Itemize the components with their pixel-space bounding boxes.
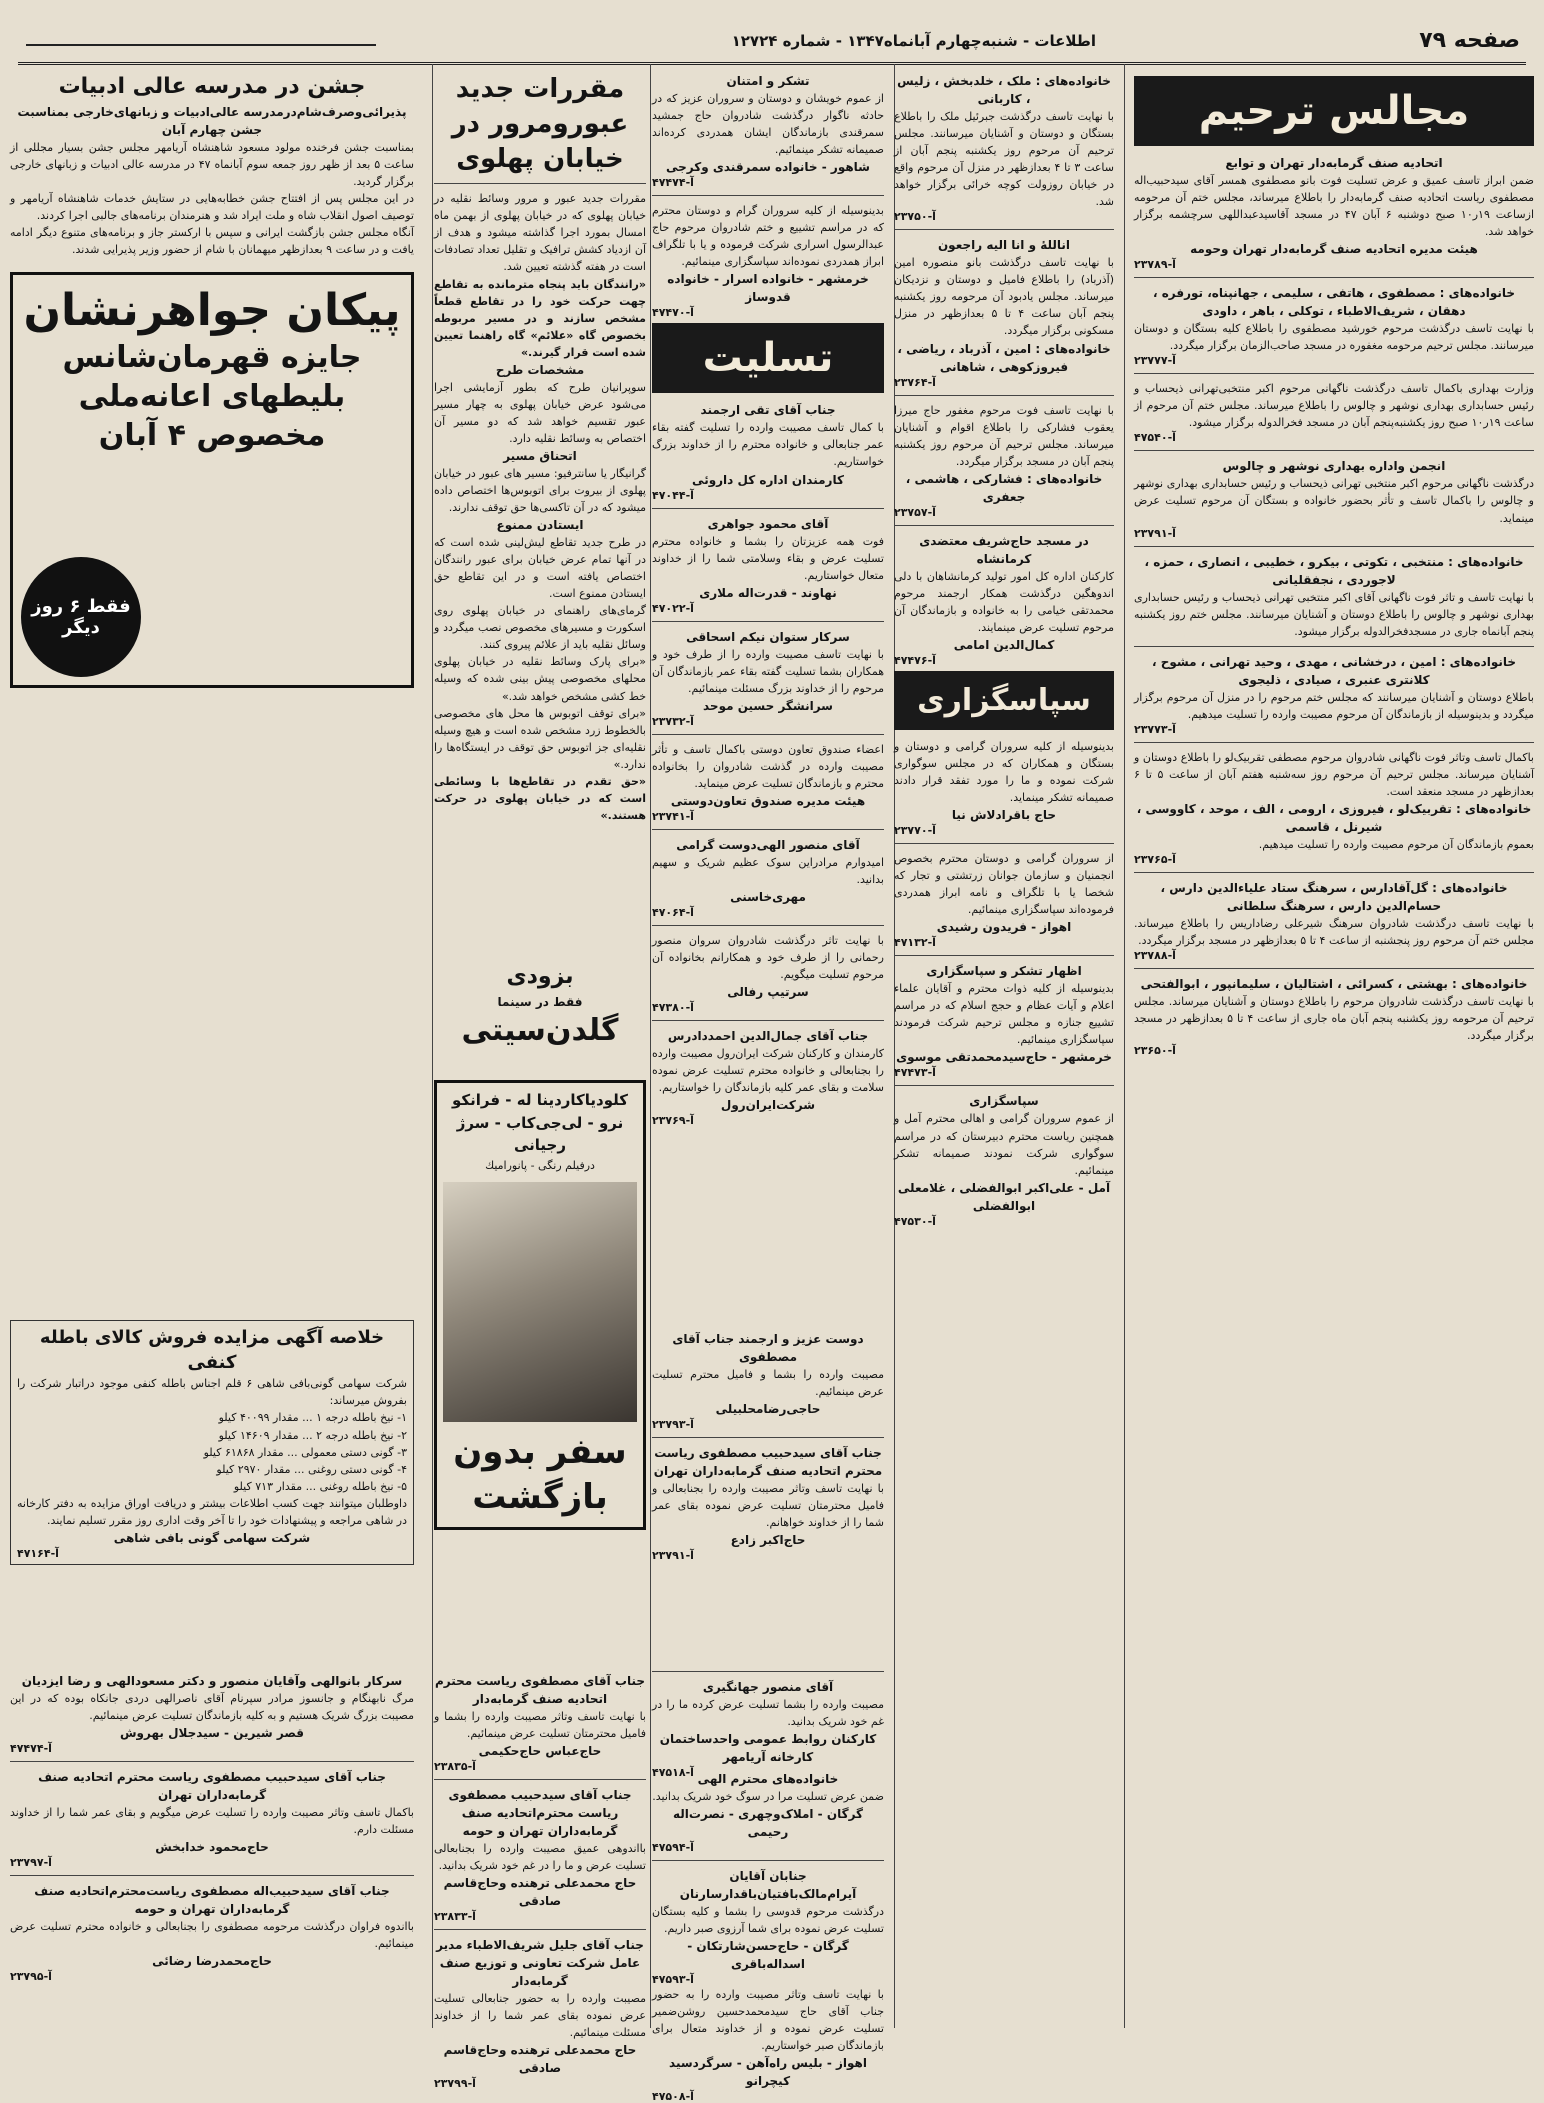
separator bbox=[1134, 968, 1534, 969]
notice-code: آ-۲۳۷۹۱ bbox=[652, 1549, 694, 1563]
separator bbox=[652, 195, 884, 196]
notice-title: جناب آقای سیدحبیب مصطفوی ریاست محترم اتحادیه صنف گرمابه‌داران تهران bbox=[38, 1770, 386, 1803]
notice-text: مصیبت وارده را بشما و فامیل محترم تسلیت عرض مینمائیم. bbox=[652, 1368, 884, 1399]
notice-text: با نهایت تاسف درگذشت شادروان سرهنگ شیرعلی رضاداریس را باطلاع میرساند. مجلس ختم آن مرحوم روز پنجشنبه از ساعت ۴ تا ۵ بعدازظهر در مسجد برگزار میگردد. bbox=[1134, 916, 1534, 948]
notice-title: آقای منصور جهانگیری bbox=[702, 1680, 834, 1694]
column-3-lower bbox=[652, 1330, 884, 1660]
notice-code: آ-۲۳۷۹۹ bbox=[434, 2077, 476, 2091]
notice-title: اظهار تشکر و سپاسگزاری bbox=[926, 964, 1082, 979]
film-still-image bbox=[443, 1182, 637, 1422]
column-3 bbox=[652, 72, 884, 1322]
notice-sign: حاج باقرادلاش نیا bbox=[951, 808, 1057, 823]
notice-code: آ-۴۷۴۷۴ bbox=[652, 176, 694, 190]
notice-text: با نهایت تاسف و تاثر فوت ناگهانی آقای اکبر منتخبی تهرانی ذیحساب و رئیس حسابداری بهداری نوشهر و چالوس را باطلاع دوستان و آشنایان میرسانند. مجلس ختم روز یکشنبه پنجم آبانماه جاری در مسجدفخرالدوله برگزار میشود. bbox=[1134, 590, 1534, 638]
notice-code: آ-۲۳۷۹۵ bbox=[10, 1970, 52, 1984]
separator bbox=[434, 183, 646, 184]
news-paragraph: گرمای‌های راهنمای در خیابان پهلوی روی اسکورت و مسیرهای مخصوص نصب میگردد و وسائل نقلیه باید از علائم پیروی کنند. bbox=[434, 604, 646, 652]
article-title: جشن در مدرسه عالی ادبیات bbox=[58, 74, 366, 99]
notice-text: درگذشت ناگهانی مرحوم اکبر منتخبی تهرانی ذیحساب و رئیس حسابداری بهداری نوشهر و چالوس را باکمال تاسف و تأثر بحضور خانواده و بستگان آن مرحوم تسلیت عرض مینماید. bbox=[1134, 477, 1534, 525]
notice-sign: کارکنان روابط عمومی واحدساختمان کارخانه آریامهر bbox=[659, 1732, 877, 1765]
notice-title: سرکار ستوان نیکم اسحاقی bbox=[686, 629, 850, 644]
notice-title: جناب آقای سیدحبیب‌اله مصطفوی ریاست‌محترم‌اتحادیه صنف گرمابه‌داران تهران و حومه bbox=[34, 1884, 390, 1917]
notice-text: با نهایت تاسف درگذشت مرحوم خورشید مصطفوی را باطلاع کلیه بستگان و دوستان میرسانند. مجلس ترحیم مرحومه مغفوره در مسجد صاحب‌الزمان برگزار میگردد. bbox=[1134, 322, 1534, 353]
notice-code: آ-۴۷۰۲۲ bbox=[652, 601, 694, 615]
page-number: صفحه ۷۹ bbox=[1419, 28, 1520, 53]
news-subheading: مشخصات طرح bbox=[495, 362, 585, 377]
auction-text: داوطلبان میتوانند جهت کسب اطلاعات بیشتر و دریافت اوراق مزایده به دفتر کارخانه در شاهی مراجعه و پیشنهادات خود را تا آخر وقت اداری روز مقرر تسلیم نمایند. bbox=[17, 1496, 407, 1527]
separator bbox=[10, 1761, 414, 1762]
auction-item: ۳- گونی دستی معمولی ... مقدار ۶۱۸۶۸ کیلو bbox=[203, 1445, 407, 1459]
notice-code: آ-۲۳۷۴۱ bbox=[652, 809, 694, 823]
notice-text: با نهایت تاسف درگذشت شادروان مرحوم را باطلاع دوستان و آشنایان میرساند. مجلس ترحیم آن مرحومه روز یکشنبه پنجم آبان ماه جاری از ساعت ۴ تا ۵ بعدازظهر در مسجد برگزار میگردد. bbox=[1134, 995, 1534, 1043]
separator bbox=[434, 1779, 646, 1780]
notice-title: جناب آقای سیدحبیب مصطفوی ریاست محترم اتحادیه صنف گرمابه‌داران تهران bbox=[653, 1446, 883, 1479]
bottom-col-e bbox=[652, 1770, 884, 2103]
separator bbox=[652, 734, 884, 735]
cinema-only: فقط در سینما bbox=[497, 995, 583, 1009]
auction-title: خلاصه آگهی مزایده فروش کالای باطله کنفی bbox=[39, 1327, 385, 1374]
news-paragraph: «برای توقف اتوبوس ها محل های مخصوصی بالخطوط زرد مشخص شده است و هیچ وسیله نقلیه‌ای جز اتوبوس حق توقف در ایستگاه‌ها را ندارد.» bbox=[434, 706, 646, 771]
notice-title: جناب آقای مصطفوی ریاست محترم اتحادیه صنف گرمابه‌دار bbox=[434, 1674, 646, 1706]
separator bbox=[894, 955, 1114, 956]
notice-code: آ-۲۳۷۶۵ bbox=[1134, 852, 1176, 866]
notice-text: بااندوه فراوان درگذشت مرحومه مصطفوی را بجنابعالی و خانواده محترم تسلیت عرض مینمائیم. bbox=[10, 1920, 414, 1951]
separator bbox=[894, 395, 1114, 396]
notice-title: خانواده‌های : امین ، درخشانی ، مهدی ، وحید تهرانی ، مشوح ، کلانتری عنبری ، صیادی ، ذلیجوی bbox=[1151, 654, 1517, 687]
notice-code: آ-۲۳۸۳۵ bbox=[434, 1760, 476, 1774]
notice-title: خانواده‌های : گل‌آقادارس ، سرهنگ ستاد علیاء‌الدین دارس ، حسام‌الدین دارس ، سرهنگ سلطانی bbox=[1160, 880, 1508, 913]
notice-sign: اهواز - بلیس راه‌آهن - سرگردسید کیچرانو bbox=[669, 2056, 867, 2089]
notice-code: آ-۲۳۷۶۹ bbox=[652, 1114, 694, 1128]
film-cast: کلودیاکاردینا له - فرانکو نرو - لی‌جی‌کاب - سرژ رجیانی bbox=[452, 1091, 628, 1154]
auction-notice bbox=[10, 1320, 414, 1665]
notice-code: آ-۲۳۷۹۳ bbox=[652, 1418, 694, 1432]
article-subtitle: پذیرائی‌وصرف‌شام‌درمدرسه عالی‌ادبیات و زبانهای‌خارجی بمناسبت جشن چهارم آبان bbox=[17, 104, 407, 137]
notice-code: آ-۴۷۰۴۴ bbox=[652, 488, 694, 502]
notice-code: آ-۴۷۴۷۳ bbox=[894, 1066, 936, 1080]
notice-sign: حاجی‌رضامحلبیلی bbox=[715, 1402, 821, 1417]
notice-code: آ-۴۷۵۹۳ bbox=[652, 1973, 694, 1987]
article-paragraph: آنگاه مجلس جشن بازگشت ایرانی و سپس با ارکستر جاز و برنامه‌های متنوع دیگر ادامه یافت و در ساعت ۹ بعدازظهر میهمانان با شام از حضور وزیر پذیرایی شدند. bbox=[10, 226, 414, 257]
notice-title: خانواده‌های : منتخبی ، تکوتی ، بیکرو ، خطیبی ، انصاری ، حمزه ، لاجوردی ، نجفقلیانی bbox=[1144, 554, 1524, 587]
notice-text: بدینوسیله از کلیه سروران گرام و دوستان محترم که در مراسم تشییع و ختم شادروان مرحوم حاج عبدالرسول اسراری شرکت فرموده و یا با تلگراف ابراز همدردی نموده‌اند سپاسگزاری مینمائیم. bbox=[652, 204, 884, 269]
notice-sign: خانواده‌های : فشارکی ، هاشمی ، جعفری bbox=[905, 471, 1103, 504]
notice-text: باکمال تاسف وتاثر مصیبت وارده را تسلیت عرض میگویم و بقای عمر شما را از خداوند مسئلت دارم. bbox=[10, 1806, 414, 1837]
notice-text: بعموم بازماندگان آن مرحوم مصیبت وارده را تسلیت میدهیم. bbox=[1258, 837, 1534, 851]
notice-text: کارکنان اداره کل امور تولید کرمانشاهان با دلی اندوهگین درگذشت همکار ارجمند مرحوم محمدتقی خیامی را به خانواده و بازماندگان آن مرحوم تسلیت عرض مینمایند. bbox=[894, 569, 1114, 634]
separator bbox=[894, 525, 1114, 526]
notice-sign: گرگان - حاج‌حسن‌شارتکان - اسداله‌باقری bbox=[687, 1939, 849, 1972]
notice-title: جناب آقای سیدحبیب مصطفوی ریاست محترم‌اتحادیه صنف گرمابه‌داران تهران و حومه bbox=[448, 1788, 632, 1839]
notice-code: آ-۲۳۷۵۷ bbox=[894, 505, 936, 519]
column-divider bbox=[650, 64, 651, 2028]
article-paragraph: در این مجلس پس از افتتاح جشن خطابه‌هایی در ستایش خدمات شاهنشاه آریامهر و توصیف اصول انقلاب شاه و ملت ایراد شد و هنرمندان برنامه‌های جالبی اجرا کردند. bbox=[10, 191, 414, 222]
notice-title: اتحادیه صنف گرمابه‌دار تهران و توابع bbox=[1225, 156, 1443, 170]
column-left bbox=[10, 72, 414, 1322]
notice-code: آ-۴۷۵۴۰ bbox=[1134, 431, 1176, 445]
notice-code: آ-۴۷۵۹۴ bbox=[652, 1841, 694, 1855]
notice-code: آ-۴۷۴۷۴ bbox=[10, 1742, 52, 1756]
notice-sign: قصر شیرین - سیدجلال بهروش bbox=[119, 1726, 305, 1741]
notice-text: با نهایت تاسف فوت مرحوم مغفور حاج میرزا یعقوب فشارکی را باطلاع اقوام و آشنایان میرساند. مجلس ترحیم آن مرحوم روز یکشنبه پنجم آبان در مسجد برگزار میگردد. bbox=[894, 403, 1114, 468]
separator bbox=[894, 1085, 1114, 1086]
notice-text: ضمن ابراز تاسف عمیق و عرض تسلیت فوت بانو مصطفوی همسر آقای سیدحبیب‌اله مصطفوی ریاست اتحادیه صنف گرمابه‌دار را باطلاع میرساند، مجلس ختم آن مرحومه ازساعت ۱۹ر۱۰ صبح دوشنبه ۶ آبان ۴۷ در مسجد آقاسیدعبداللهی سرچشمه برگزار خواهد شد. bbox=[1134, 174, 1534, 239]
notice-text: بااندوهی عمیق مصیبت وارده را بجنابعالی تسلیت عرض و ما را در غم خود شریک بدانید. bbox=[434, 1842, 646, 1873]
notice-sign: کارمندان اداره کل داروئی bbox=[692, 472, 844, 487]
notice-sign: سرتیپ رفالی bbox=[727, 985, 809, 1000]
news-subheading: ایستادن ممنوع bbox=[496, 518, 584, 533]
notice-text: درگذشت مرحوم قدوسی را بشما و کلیه بستگان تسلیت عرض نموده برای شما آرزوی صبر داریم. bbox=[652, 1905, 884, 1936]
bottom-col-c bbox=[10, 1672, 414, 2022]
notice-text: کارمندان و کارکنان شرکت ایران‌رول مصیبت وارده را بجنابعالی و خانواده محترم تسلیت عرض نموده سلامت و بقای عمر کلیه بازماندگان را خواستاریم. bbox=[652, 1047, 884, 1095]
notice-code: آ-۴۷۳۸۰ bbox=[652, 1001, 694, 1015]
notice-title: خانواده‌های : بهشتی ، کسرائی ، اشتالیان ، سلیمانپور ، ابوالفتحی bbox=[1140, 977, 1528, 992]
notice-code: آ-۲۳۷۷۷ bbox=[1134, 354, 1176, 368]
film-ad bbox=[434, 1080, 646, 1670]
auction-item: ۱- نیخ باطله درجه ۱ ... مقدار ۴۰۰۹۹ کیلو bbox=[218, 1411, 407, 1425]
publication-line: اطلاعات - شنبه‌چهارم آبانماه۱۳۴۷ - شماره ۱۲۷۲۴ bbox=[731, 32, 1096, 50]
ad-title: پیکان جواهرنشان bbox=[23, 285, 401, 337]
notice-text: وزارت بهداری باکمال تاسف درگذشت ناگهانی مرحوم اکبر منتخبی‌تهرانی ذیحساب و رئیس حسابداری بهداری نوشهر و چالوس را باطلاع میرساند. مجلس ختم آن مرحوم از ساعت ۱۹ر۱۰ صبح روز یکشنبه‌پنجم آبان در مسجد فخرالدوله برگزار میشود. bbox=[1134, 382, 1534, 430]
separator bbox=[1134, 277, 1534, 278]
notice-text: ضمن عرض تسلیت مرا در سوگ خود شریک بدانید. bbox=[652, 1790, 884, 1803]
notice-sign: خرمشهر - خانواده اسرار - خانواده قدوساز bbox=[667, 272, 869, 305]
notice-sign: شاهور - خانواده سمرقندی وکرجی bbox=[666, 160, 870, 175]
film-ad-frame bbox=[434, 1080, 646, 1530]
notice-text: با نهایت تاثر درگذشت شادروان سروان منصور رحمانی را از طرف خود و همکارانم بخانواده آن مرحوم تسلیت میگویم. bbox=[652, 934, 884, 982]
separator bbox=[1134, 742, 1534, 743]
news-headline: مقررات جدید عبورومرور در خیابان پهلوی bbox=[451, 74, 629, 175]
notice-code: آ-۴۷۴۷۰ bbox=[652, 306, 694, 320]
news-subheading: اتحناق مسیر bbox=[503, 448, 577, 463]
notice-sign: کمال‌الدین امامی bbox=[953, 637, 1055, 652]
ad-line: مخصوص ۴ آبان bbox=[98, 417, 326, 453]
notice-code: آ-۲۳۸۳۳ bbox=[434, 1910, 476, 1924]
notice-text: از سروران گرامی و دوستان محترم بخصوص انجمنیان و سازمان جوانان زرتشتی و تجار که شخصا یا با تلگراف و نامه ابراز همدردی فرموده‌اند سپاسگزاری مینمائیم. bbox=[894, 852, 1114, 917]
notice-text: باکمال تاسف وتاثر فوت ناگهانی شادروان مرحوم مصطفی تقربیک‌لو را باطلاع دوستان و آشنایان میرساند. مجلس ترحیم آن مرحوم روز سه‌شنبه هفتم آبان از ساعت ۵ تا ۶ بعدازظهر در مسجد منعقد است. bbox=[1134, 750, 1535, 798]
notice-title: خانواده‌های : ملک ، خلدبخش ، زلیس ، کاربانی bbox=[897, 74, 1111, 106]
notice-sign: حاج‌اکبر زادع bbox=[730, 1533, 806, 1548]
notice-sign: آمل - علی‌اکبر ابوالفضلی ، غلامعلی ابوالفضلی bbox=[897, 1180, 1111, 1213]
notice-code: آ-۴۷۵۱۸ bbox=[652, 1766, 694, 1780]
notice-title: خانواده‌های : تقربیک‌لو ، فیروزی ، ارومی ، الف ، موحد ، کاووسی ، شیرنل ، قاسمی bbox=[1136, 801, 1532, 834]
notice-sign: سرانشگر حسین موحد bbox=[703, 698, 833, 713]
notice-title: جنابان آقایان آیرام‌مالک‌بافتیان‌باقدار‌سارنان bbox=[679, 1869, 857, 1902]
separator bbox=[652, 1671, 884, 1672]
notice-sign: مهری‌خاسنی bbox=[730, 890, 806, 905]
notice-code: آ-۴۷۵۳۰ bbox=[894, 1214, 936, 1228]
news-paragraph: «رانندگان باید پنجاه مترمانده به تقاطع چهت حرکت خود را در تقاطع قطعاً مشخص سازند و در مسیر مربوطه بخصوص گاه «علائم» گاه راهنما تعیین شده است قرار گیرند.» bbox=[434, 277, 646, 359]
notice-code: آ-۴۷۱۳۲ bbox=[894, 936, 936, 950]
notice-code: آ-۲۳۷۳۲ bbox=[652, 714, 694, 728]
notice-title: اناللهٔ و انا الیه راجعون bbox=[937, 238, 1071, 253]
news-paragraph: مقررات جدید عبور و مرور وسائط نقلیه در خیابان پهلوی که در خیابان پهلوی از بهمن ماه امسال بمورد اجرا گذاشته میشود و هدف از آن ازدیاد کشش ترافیک و تقلیل تعداد تصادفات است در هفته گذشته تعیین شد. bbox=[434, 192, 646, 274]
notice-code: آ-۲۳۷۵۰ bbox=[894, 210, 936, 224]
notice-text: باطلاع دوستان و آشنایان میرسانند که مجلس ختم مرحوم را در منزل آن مرحوم برگزار میگردد و بدینوسیله از بازماندگان آن مرحوم مصیبت وارده را تسلیت میدهیم. bbox=[1134, 690, 1534, 721]
notice-text: با نهایت تاسف مصیبت وارده را از طرف خود و همکاران بشما تسلیت گفته بقاء عمر بازماندگان آن مرحوم را از خداوند بزرگ مسئلت مینمائیم. bbox=[652, 647, 884, 695]
separator bbox=[652, 1860, 884, 1861]
ad-line: جایزه قهرمان‌شانس bbox=[62, 339, 362, 375]
column-majales bbox=[1134, 72, 1534, 2022]
separator bbox=[652, 621, 884, 622]
notice-code: آ-۴۷۱۶۴ bbox=[17, 1546, 59, 1560]
auction-item: ۵- نیخ باطله روغنی ... مقدار ۷۱۳ کیلو bbox=[233, 1479, 407, 1493]
notice-sign: حاج‌محمدرضا رضائی bbox=[152, 1954, 272, 1969]
separator bbox=[652, 508, 884, 509]
article-paragraph: بمناسبت جشن فرخنده مولود مسعود شاهنشاه آریامهر مجلس جشن بسیار مجللی از ساعت ۵ بعد از ظهر روز جمعه سوم آبانماه ۴۷ در مدرسه عالی ادبیات و زبانهای خارجی برگزار گردید. bbox=[10, 140, 414, 188]
notice-sign: نهاوند - قدرت‌اله ملاری bbox=[699, 585, 837, 600]
notice-title: جناب آقای جلیل شریف‌الاطباء مدیر عامل شرکت تعاونی و توزیع صنف گرمابه‌دار bbox=[436, 1938, 644, 1989]
auction-item: ۲- نیخ باطله درجه ۲ ... مقدار ۱۴۶۰۹ کیلو bbox=[218, 1428, 407, 1442]
notice-code: آ-۴۷۴۷۶ bbox=[894, 653, 936, 667]
notice-text: با نهایت تاسف درگذشت بانو منصوره امین (آذرباد) را باطلاع فامیل و دوستان و نزدیکان میرساند. مجلس یادبود آن مرحومه روز یکشنبه پنجم آبان ساعت ۴ تا ۵ بعدازظهر در منزل مسکونی برگزار میگردد. bbox=[894, 256, 1115, 338]
notice-sign: شرکت‌ایران‌رول bbox=[720, 1098, 816, 1113]
notice-text: مصیبت وارده را به حضور جنابعالی تسلیت عرض نموده بقای عمر شما را از خداوند مسئلت مینمائیم. bbox=[434, 1992, 646, 2040]
banner-sepasgozari: سپاسگزاری bbox=[894, 671, 1114, 730]
separator bbox=[894, 843, 1114, 844]
notice-sign: گرگان - املاک‌وچهری - نصرت‌اله رحیمی bbox=[672, 1807, 864, 1840]
notice-title: خانواده‌های محترم الهی bbox=[697, 1772, 839, 1786]
notice-text: بدینوسیله از کلیه سروران گرامی و دوستان و بستگان و همکاران که در مجلس سوگواری شرکت نموده و ما را مورد تفقد قرار دادند صمیمانه تشکر مینماید. bbox=[894, 739, 1114, 805]
notice-text: با نهایت تاسف درگذشت جبرئیل ملک را باطلاع بستگان و دوستان و آشنایان میرسانند. مجلس ترحیم آن مرحوم روز یکشنبه پنجم آبان از ساعت ۳ تا ۴ بعدازظهر در منزل آن مرحوم واقع در خیابان روزولت کوچه خرائی برگزار خواهد شد. bbox=[894, 110, 1114, 209]
notice-title: در مسجد حاج‌شریف معتضدی کرمانشاه bbox=[919, 533, 1089, 566]
separator bbox=[10, 1875, 414, 1876]
separator bbox=[1134, 872, 1534, 873]
separator bbox=[894, 229, 1114, 230]
notice-code: آ-۲۳۶۵۰ bbox=[1134, 1044, 1176, 1058]
auction-box bbox=[10, 1320, 414, 1565]
auction-item: ۴- گونی دستی روغنی ... مقدار ۲۹۷۰ کیلو bbox=[216, 1462, 407, 1476]
separator bbox=[652, 829, 884, 830]
notice-code: آ-۲۳۷۷۳ bbox=[1134, 722, 1176, 736]
notice-title: خانواده‌های : مصطفوی ، هاتفی ، سلیمی ، جهانپناه، تورفره ، دهقان ، شریف‌الاطباء ، توکلی ، باهر ، داودی bbox=[1152, 286, 1516, 319]
notice-code: آ-۲۳۷۶۴ bbox=[894, 375, 936, 389]
days-left-badge: فقط ۶ روز دیگر bbox=[21, 557, 141, 677]
cinema-name: گلدن‌سیتی bbox=[461, 1013, 619, 1048]
news-paragraph: گرانیگار یا سانترفیو: مسیر های عبور در خیابان پهلوی از بیروت برای اتوبوس‌ها اختصاص داده میشود که در آن تاکسی‌ها حق توقف ندارند. bbox=[434, 466, 646, 515]
notice-title: انجمن واداره بهداری نوشهر و چالوس bbox=[1222, 459, 1446, 474]
notice-sign: حاج‌محمود خدابخش bbox=[155, 1840, 269, 1855]
notice-title: تشکر و امتنان bbox=[726, 74, 810, 88]
news-paragraph: سوپرانیان طرح که بطور آزمایشی اجرا می‌شود عرض خیابان پهلوی به چهار مسیر عبور تقسیم خواهد شد که دو مسیر آن اختصاص به وسائط نقلیه دارد. bbox=[434, 380, 646, 445]
notice-sign: هیئت مدیره صندوق تعاون‌دوستی bbox=[670, 793, 866, 808]
notice-text: با کمال تاسف مصیبت وارده را تسلیت گفته بقاء عمر جنابعالی و خانواده محترم را از خداوند بزرگ خواستاریم. bbox=[652, 421, 884, 469]
notice-text: از عموم سروران گرامی و اهالی محترم آمل و همچنین ریاست محترم دبیرستان که در مراسم سوگواری شرکت نمودند صمیمانه تشکر مینمائیم. bbox=[894, 1112, 1114, 1177]
film-tech: درفیلم رنگی - پانوراميك bbox=[485, 1158, 595, 1172]
separator bbox=[1134, 546, 1534, 547]
notice-title: دوست عزیز و ارجمند جناب آقای مصطفوی bbox=[672, 1332, 864, 1364]
notice-text: فوت همه عزیزتان را بشما و خانواده محترم تسلیت عرض و بقاء وسلامتی شما را از خداوند متعال خواستاریم. bbox=[652, 534, 884, 582]
separator bbox=[1134, 450, 1534, 451]
separator bbox=[652, 925, 884, 926]
page-header bbox=[18, 28, 1526, 65]
column-2 bbox=[894, 72, 1114, 2022]
separator bbox=[652, 1437, 884, 1438]
notice-sign: هیئت مدیره اتحادیه صنف گرمابه‌دار تهران وحومه bbox=[1190, 242, 1478, 257]
banner-majales-tarhim: مجالس ترحیم bbox=[1134, 76, 1534, 146]
notice-code: آ-۴۷۰۶۴ bbox=[652, 906, 694, 920]
notice-text: با نهایت تاسف وتاثر مصیبت وارده را به حضور جناب آقای حاج سیدمحمدحسین روشن‌ضمیر تسلیت عرض نموده و از خداوند متعال برای بازماندگان صبر خواستاریم. bbox=[652, 1988, 884, 2053]
separator bbox=[1134, 646, 1534, 647]
separator bbox=[652, 1020, 884, 1021]
notice-title: سرکار بانوالهی وآقایان منصور و دکتر مسعودالهی و رضا ایزدیان bbox=[21, 1674, 403, 1688]
auction-text: شرکت سهامی گونی‌بافی شاهی ۶ قلم اجناس باطله کنفی موجود دراتبار شرکت را بفروش میرساند: bbox=[17, 1377, 407, 1408]
notice-title: سپاسگزاری bbox=[969, 1094, 1039, 1109]
notice-text: مصیبت وارده را بشما تسلیت عرض کرده ما را در غم خود شریک بدانید. bbox=[652, 1698, 884, 1729]
separator bbox=[1134, 373, 1534, 374]
notice-title: آقای محمود جواهری bbox=[707, 516, 829, 531]
notice-text: از عموم خویشان و دوستان و سروران عزیز که در حادثه ناگوار درگذشت شادروان حاج جمشید سمرقندی بازماندگان ایشان همدردی کرده‌اند صمیمانه تشکر مینمائیم. bbox=[652, 92, 884, 157]
notice-code: آ-۲۳۷۷۰ bbox=[894, 824, 936, 838]
column-divider bbox=[1124, 64, 1125, 2028]
separator bbox=[434, 1929, 646, 1930]
notice-sign: اهواز - فریدون رشیدی bbox=[936, 920, 1072, 935]
header-rule bbox=[26, 44, 376, 46]
news-paragraph: «حق تقدم در تقاطع‌ها با وسائطی است که در خیابان پهلوی در حرکت هستند.» bbox=[434, 774, 646, 822]
notice-sign: حاج محمدعلی ترهنده وحاج‌قاسم صادقی bbox=[443, 1876, 637, 1909]
notice-text: بدینوسیله از کلیه ذوات محترم و آقایان علماء اعلام و آیات عظام و حجج اسلام که در مراسم تشییع جنازه و مجلس ترحیم شرکت فرمودند سپاسگزاری مینمائیم. bbox=[894, 982, 1114, 1047]
notice-sign: خانواده‌های : امین ، آذرباد ، ریاضی ، فیروزکوهی ، شاهانی bbox=[897, 341, 1111, 374]
notice-text: با نهایت تاسف وتاثر مصیبت وارده را بجنابعالی و فامیل محترمتان تسلیت عرض نموده بقای عمر شما را از خداوند خواهانم. bbox=[652, 1482, 884, 1530]
auction-sign: شرکت سهامی گونی بافی شاهی bbox=[113, 1530, 311, 1545]
notice-code: آ-۲۳۷۸۹ bbox=[1134, 258, 1176, 272]
news-paragraph: «برای پارک وسائط نقلیه در خیابان پهلوی محلهای مخصوصی پیش بینی شده که وسیله خط کشی مشخص خواهد شد.» bbox=[434, 655, 646, 703]
column-divider bbox=[432, 64, 433, 2028]
notice-code: آ-۲۳۷۹۱ bbox=[1134, 526, 1176, 540]
notice-code: آ-۴۷۵۰۸ bbox=[652, 2090, 694, 2103]
notice-text: امیدوارم مرادراین سوک عظیم شریک و سهیم بدانید. bbox=[652, 855, 884, 886]
banner-taslit: تسلیت bbox=[652, 323, 884, 393]
notice-code: آ-۲۳۷۸۸ bbox=[1134, 949, 1176, 963]
notice-sign: حاج محمدعلی ترهنده وحاج‌قاسم صادقی bbox=[443, 2043, 637, 2076]
notice-title: آقای منصور الهی‌دوست گرامی bbox=[676, 837, 860, 852]
notice-sign: حاج‌عباس حاج‌حکیمی bbox=[478, 1744, 602, 1759]
notice-text: اعضاء صندوق تعاون دوستی باکمال تاسف و تأثر مصیبت وارده در گذشت شادروان را بخانواده محترم و بازماندگان تسلیت عرض مینماید. bbox=[652, 742, 884, 790]
film-title: سفر بدون بازگشت bbox=[453, 1431, 627, 1518]
notice-sign: خرمشهر - حاج‌سیدمحمدتقی موسوی bbox=[896, 1050, 1112, 1065]
ad-line: بلیطهای اعانه‌ملی bbox=[78, 378, 346, 414]
notice-text: مرگ نابهنگام و جانسوز مرادر سپرنام آقای ناصرالهی دردی جانکاه بوده که در این مصیبت بزرگ شریک هستیم و به کلیه بازماندگان تسلیت عرض مینمائیم. bbox=[10, 1692, 414, 1723]
paykan-lottery-ad bbox=[10, 272, 414, 688]
notice-title: جناب آقای تقی ارجمند bbox=[700, 403, 836, 418]
notice-text: با نهایت تاسف وتاثر مصیبت وارده را بشما و فامیل محترمتان تسلیت عرض مینمائیم. bbox=[434, 1710, 646, 1741]
cinema-soon: بزودی bbox=[506, 964, 574, 989]
news-paragraph: در طرح جدید تقاطع لیش‌لینی شده است که در آنها تمام عرض خیابان برای عبور رانندگان اختصاص یافته است و در این تقاطع حق ایستادن ممنوع است. bbox=[434, 536, 646, 601]
notice-title: جناب آقای جمال‌الدین احمددادرس bbox=[667, 1029, 869, 1044]
bottom-col-d bbox=[434, 1672, 646, 2091]
notice-code: آ-۲۳۷۹۷ bbox=[10, 1856, 52, 1870]
